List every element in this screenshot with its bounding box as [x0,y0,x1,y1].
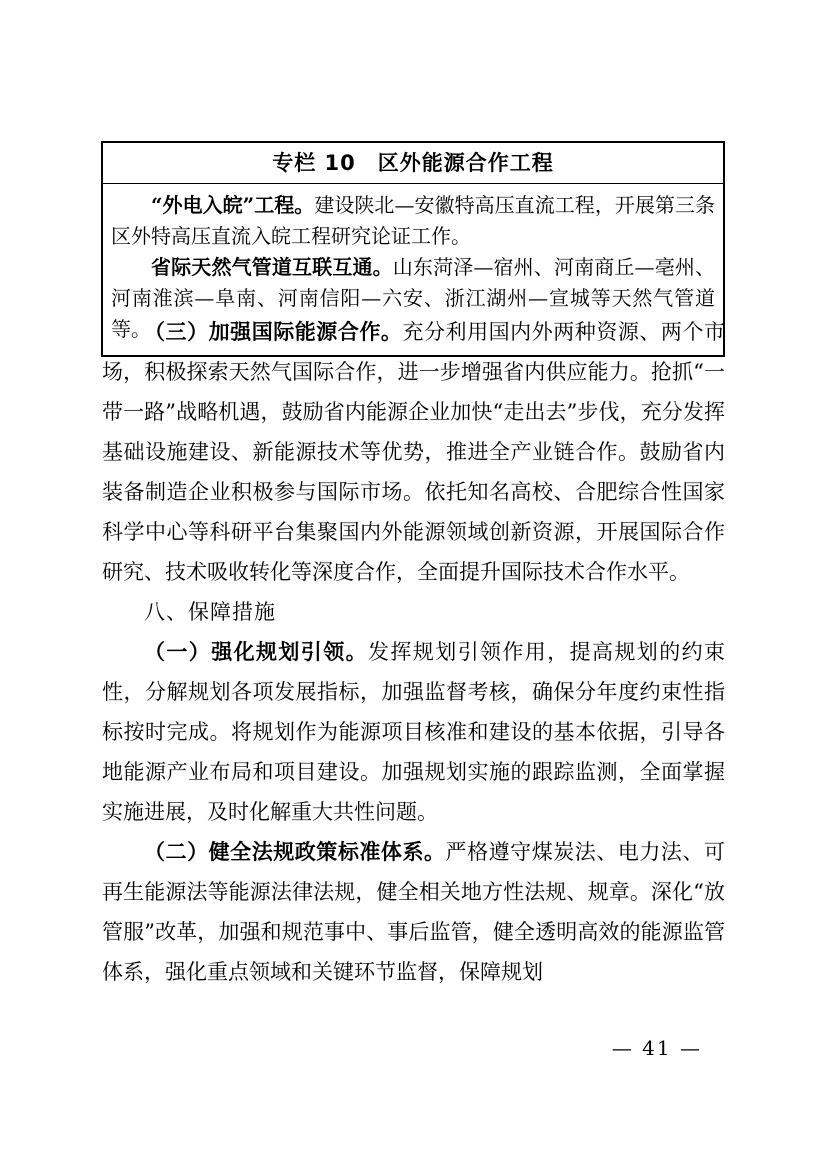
panel-item-lead: 省际天然气管道互联互通。 [151,255,393,279]
paragraph-lead: （一）强化规划引领。 [144,639,368,664]
paragraph-lead: （二）健全法规政策标准体系。 [144,839,446,864]
panel-item-waidianruwan [111,190,715,252]
paragraph-text: 严格遵守煤炭法、电力法、可再生能源法等能源法律法规，健全相关地方性法规、规章。深化“放管服”改革，加强和规范事中、事后监管，健全透明高效的能源监管体系，强化重点领域和关键环节监督，保障规划 [102,840,726,984]
panel-title: 专栏 10 区外能源合作工程 [103,143,723,184]
paragraph-planning-guidance [102,632,725,832]
main-text [102,312,725,992]
paragraph-lead: （三）加强国际能源合作。 [144,319,403,344]
section-heading-safeguards: 八、保障措施 [144,600,276,624]
paragraph-text: 充分利用国内外两种资源、两个市场，积极探索天然气国际合作，进一步增强省内供应能力。抢抓“一带一路”战略机遇，鼓励省内能源企业加快“走出去”步伐，充分发挥基础设施建设、新能源技术等优势，推进全产业链合作。鼓励省内装备制造企业积极参与国际市场。依托知名高校、合肥综合性国家科学中心等科研平台集聚国内外能源领域创新资源，开展国际合作研究、技术吸收转化等深度合作，全面提升国际技术合作水平。 [102,320,726,584]
panel-item-text: 山东菏泽—宿州、河南商丘—亳州、河南淮滨—阜南、河南信阳—六安、浙江湖州—宣城等天然气管道等。 [111,255,716,341]
paragraph-international-cooperation [102,312,725,592]
panel-item-lead: “外电入皖”工程。 [151,193,315,217]
paragraph-text: 发挥规划引领作用，提高规划的约束性，分解规划各项发展指标，加强监督考核，确保分年度约束性指标按时完成。将规划作为能源项目核准和建设的基本依据，引导各地能源产业布局和项目建设。加强规划实施的跟踪监测，全面掌握实施进展，及时化解重大共性问题。 [102,640,725,824]
panel-item-text: 建设陕北—安徽特高压直流工程，开展第三条区外特高压直流入皖工程研究论证工作。 [111,193,715,248]
page-number: — 41 — [611,1036,702,1060]
paragraph-regulations-standards [102,832,725,992]
